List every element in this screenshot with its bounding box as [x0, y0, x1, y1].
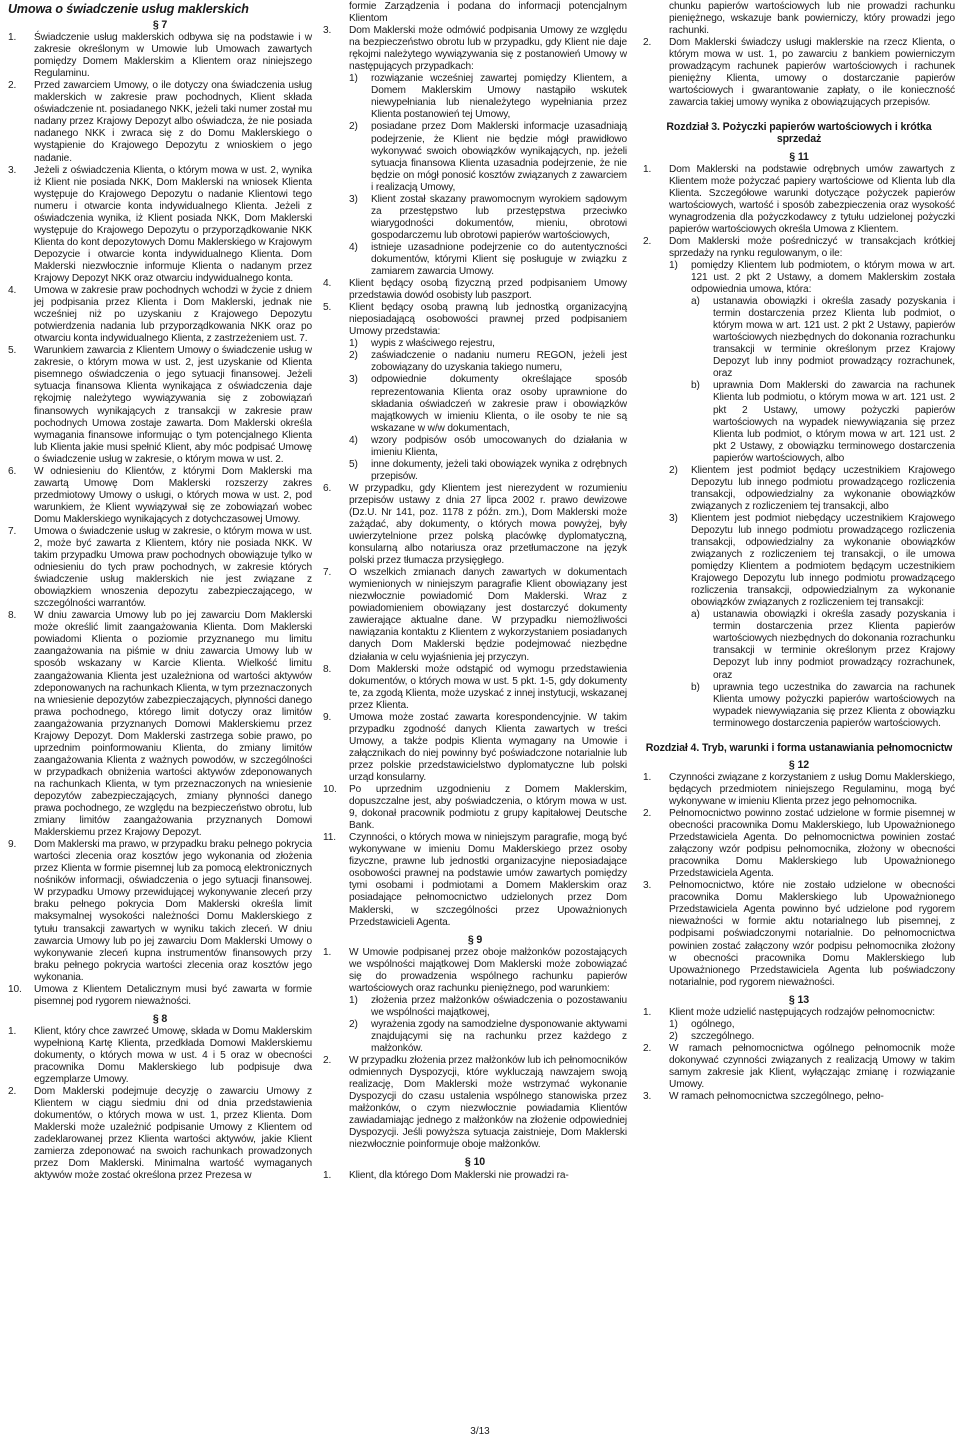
item-text: wyrażenia zgody na samodzielne dysponowanie aktywami znajdującymi się na rachunku przez każdego z małżonków.	[371, 1018, 627, 1055]
item-text: pomiędzy Klientem lub podmiotem, o którym mowa w art. 121 ust. 2 pkt 2 Ustawy, a domem Maklerskim została odpowiednia umowa, która:	[691, 259, 955, 296]
item-number: 2)	[349, 121, 358, 133]
list-item	[323, 194, 627, 242]
item-text: ustanawia obowiązki i określa zasady pozyskania i termin dostarczenia przez Klienta lub podmiot, o którym mowa w art. 121 ust. 2 pkt 2 Ustawy, papierów wartościowych niezbędnych do dokonania rozrachunku transakcji w terminie określonym przez Krajowy Depozyt lub inny podmiot prowadzący rozrachunek, oraz	[713, 296, 955, 380]
item-text: uprawnia Dom Maklerski do zawarcia na rachunek Klienta lub podmiotu, o którym mowa w art. 121 ust. 2 pkt 2 Ustawy, umowy pożyczki papierów wartościowych na wypadek niewywiązania się przez Klienta lub podmiot, o którym mowa w art. 121 ust. 2 pkt 2 Ustawy, z obowiązku terminowego dostarczenia papierów wartościowych, albo	[713, 380, 955, 464]
item-text: ogólnego,	[691, 1018, 735, 1030]
item-text: W odniesieniu do Klientów, z którymi Dom Maklerski ma zawartą Umowę Dom Maklerski rozszerzy zakres przedmiotowy Umowy o usługi, o których mowa w ust. 2, pod warunkiem, że Klient wywiązywał się ze zobowiązań wobec Domu Maklerskiego wynikających z dotychczasowej Umowy.	[34, 465, 312, 525]
paragraph	[8, 165, 312, 285]
item-number: 2.	[643, 37, 652, 49]
item-number: 2)	[669, 1030, 678, 1042]
paragraph	[8, 32, 312, 80]
item-number: 1)	[349, 73, 358, 85]
paragraph	[323, 784, 627, 832]
item-text: W Umowie podpisanej przez oboje małżonków pozostających we wspólności majątkowej Dom Maklerski może zobowiązać się do prowadzenia wspólnego rachunku papierów wartościowych oraz rachunku pieniężnego, pod warunkiem:	[349, 946, 627, 994]
item-number: 3.	[643, 1091, 652, 1103]
list-item	[323, 242, 627, 278]
paragraph	[323, 947, 627, 995]
item-text: W przypadku złożenia przez małżonków lub ich pełnomocników odmiennych Dyspozycji, które wykluczają nawzajem swoją realizację, Dom Maklerski może wstrzymać wykonanie Dyspozycji do czasu ustalenia wspólnego stanowiska przez małżonków, o czym niezwłocznie powiadamia Klientów zawiadamiając jednego z małżonków na złożenie odpowiedniej Dyspozycji. Jeśli powyższa sytuacja zaistnieje, Dom Maklerski niezwłocznie poinformuje oboje małżonków.	[349, 1055, 627, 1151]
item-number: 4.	[323, 278, 332, 290]
item-number: 2.	[8, 1086, 17, 1098]
item-text: Umowa z Klientem Detalicznym musi być zawarta w formie pisemnej pod rygorem nieważności.	[34, 983, 312, 1007]
column-middle	[323, 1, 627, 1182]
item-text: zaświadczenie o nadaniu numeru REGON, jeżeli jest zobowiązany do uzyskania takiego numeru,	[371, 350, 627, 374]
paragraph	[8, 80, 312, 164]
item-text: Dom Maklerski świadczy usługi maklerskie na rzecz Klienta, o którym mowa w ust. 1, po zawarciu z bankiem powierniczym prowadzącym rachunek papierów wartościowych i rachunek pieniężny Klienta, umowy o dostarczanie papierów wartościowych i gwarantowanie zapłaty, o ile konieczność zawarcia takiej umowy wynika z obowiązujących przepisów.	[669, 37, 955, 109]
column-left	[8, 14, 312, 1183]
item-number: 4)	[349, 241, 358, 253]
item-text: wzory podpisów osób umocowanych do działania w imieniu Klienta,	[371, 434, 627, 458]
item-number: a)	[691, 609, 700, 621]
item-number: a)	[691, 296, 700, 308]
item-number: 2.	[8, 80, 17, 92]
item-text: Klientem jest podmiot niebędący uczestnikiem Krajowego Depozytu lub innego podmiotu prowadzącego rozliczenia transakcji, odpowiedzialny za wykonanie obowiązków związanych z rozliczeniem tej transakcji, o ile umowa pomiędzy Klientem a podmiotem będącym uczestnikiem Krajowego Depozytu lub innego podmiotu prowadzącego rozliczenia transakcji, odpowiedzialnym za wykonanie obowiązków związanych z rozliczeniem tej transakcji:	[691, 512, 955, 609]
list-item	[323, 459, 627, 483]
item-text: Warunkiem zawarcia z Klientem Umowy o świadczenie usług w zakresie, o którym mowa w ust. 2, jest uzyskanie od Klienta pisemnego oświadczenia o jego sytuacji finansowej. Jeżeli sytuacja finansowa Klienta wynikająca z oświadczenia daje rękojmię należytego wywiązywania się z zobowiązań finansowych wynikających z transakcji w zakresie praw pochodnych Umowa zostaje zawarta. Dom Maklerski określa wymagania finansowe informując o tym potencjalnego Klienta lub Klienta jakie musi spełnić Klient, aby móc podpisać Umowę o świadczenie usług w zakresie, o którym mowa w ust. 2.	[34, 345, 312, 465]
section-heading: § 12	[788, 758, 810, 771]
item-text: wypis z właściwego rejestru,	[371, 338, 495, 350]
paragraph	[643, 772, 955, 808]
item-number: 1)	[669, 1018, 678, 1030]
paragraph	[323, 1170, 627, 1182]
list-item	[643, 513, 955, 609]
list-item	[643, 1031, 955, 1043]
item-number: 1)	[349, 338, 358, 350]
item-number: 7.	[323, 567, 332, 579]
item-text: uprawnia tego uczestnika do zawarcia na rachunek Klienta umowy pożyczki papierów wartościowych na wypadek niewywiązania się przez Klienta z obowiązku terminowego dostarczenia papierów wartościowych.	[713, 681, 955, 729]
item-text: Pełnomocnictwo, które nie zostało udzielone w obecności pracownika Domu Maklerskiego lub Upoważnionego Przedstawiciela Agenta powinno być udzielone pod rygorem nieważności w formie aktu notarialnego lub pisemnej, z podpisami poświadczonymi notarialnie. Do pełnomocnictwa powinien zostać załączony wzór podpisu pełnomocnika złożony w obecności pracownika Domu Maklerskiego lub Upoważnionego Przedstawiciela Agenta lub poświadczony notarialnie, pod rygorem nieważności.	[669, 880, 955, 988]
list-item	[643, 260, 955, 296]
item-number: 3)	[349, 193, 358, 205]
item-text: Dom Maklerski ma prawo, w przypadku braku pełnego pokrycia wartości zlecenia oraz kosztów jego wykonania od złożenia przez Klienta w formie pisemnej lub za pomocą elektronicznych nośników informacji, oświadczenia o jego sytuacji finansowej. W przypadku Umowy przewidującej wykonywanie zleceń przy braku pełnego pokrycia Dom Maklerski określa limit maksymalnej wysokości należności Domu Maklerskiego z tytułu transakcji zawartych w wyniku takich zleceń. W dniu zawarcia Umowy lub po jej zawarciu Dom Maklerski Umowy o wykonywanie zleceń kupna instrumentów finansowych przy braku pełnego pokrycia wartości zlecenia oraz kosztów jego wykonania.	[34, 839, 312, 983]
item-number: 3)	[349, 374, 358, 386]
item-number: 4)	[349, 434, 358, 446]
section-heading: § 7	[152, 19, 168, 31]
list-item	[323, 73, 627, 121]
item-text: Dom Maklerski podejmuje decyzję o zawarciu Umowy z Klientem w ciągu siedmiu dni od dnia przedstawienia dokumentów, o których mowa w ust. 1, przez Klienta. Dom Maklerski może uzależnić podpisanie Umowy z Klientem od zadeklarowanej przez Klienta wartości aktywów, jakie Klient zamierza zdeponować na swoich rachunkach prowadzonych przez Dom Maklerski. Minimalna wartość wymaganych aktywów może zostać określona przez Prezesa w	[34, 1086, 312, 1182]
item-number: 1)	[349, 994, 358, 1006]
paragraph	[643, 236, 955, 260]
paragraph	[323, 278, 627, 302]
item-number: 5.	[8, 345, 17, 357]
section-heading: § 13	[788, 993, 810, 1006]
item-number: 2.	[643, 1042, 652, 1054]
item-text: Dom Maklerski może odmówić podpisania Umowy ze względu na bezpieczeństwo obrotu lub w przypadku, gdy Klient nie daje rękojmi należytego wywiązywania się z postanowień Umowy w następujących przypadkach:	[349, 25, 627, 73]
item-text: szczególnego.	[691, 1030, 755, 1042]
item-text: Klient, który chce zawrzeć Umowę, składa w Domu Maklerskim wypełnioną Kartę Klienta, przedkłada Domowi Maklerskiemu dokumenty, o których mowa w ust. 4 i 5 oraz w obecności pracownika Domu Maklerskiego lub podpisuje dwa egzemplarze Umowy.	[34, 1025, 312, 1086]
item-text: W przypadku, gdy Klientem jest nierezydent w rozumieniu przepisów ustawy z dnia 27 lipca 2002 r. prawo dewizowe (Dz.U. Nr 141, poz. 1178 z późn. zm.), Dom Maklerski może zażądać, aby dokumenty, o których mowa powyżej, były uwierzytelnione przez polską placówkę dyplomatyczną, konsularną albo notariusza oraz przetłumaczone na język polski przez tłumacza przysięgłego.	[349, 482, 627, 567]
item-text: Dom Maklerski na podstawie odrębnych umów zawartych z Klientem może pożyczać papiery wartościowe od Klienta lub dla Klienta. Szczegółowe warunki dotyczące pożyczek papierów wartościowych, wartość i sposób zabezpieczenia oraz wysokość wynagrodzenia dla pożyczkodawcy z tytułu udzielonej pożyczki papierów wartościowych określa Umowa z Klientem.	[669, 163, 955, 235]
paragraph	[643, 1091, 955, 1103]
item-number: 10.	[8, 983, 22, 995]
item-text: odpowiednie dokumenty określające sposób reprezentowania Klienta oraz osoby uprawnione do składania oświadczeń w zakresie praw i obowiązków majątkowych w imieniu Klienta, o ile osoby te nie są wskazane w w/w dokumentach,	[371, 374, 627, 434]
paragraph	[643, 880, 955, 988]
page-number: 3/13	[470, 1426, 490, 1437]
paragraph	[8, 526, 312, 610]
item-number: 2)	[349, 350, 358, 362]
item-number: 3.	[643, 880, 652, 892]
list-item	[323, 1019, 627, 1055]
item-text: Po uprzednim uzgodnieniu z Domem Maklerskim, dopuszczalne jest, aby poświadczenia, o którym mowa w ust. 9, dokonał pracownik podmiotu z grupy kapitałowej Deutsche Bank.	[349, 784, 627, 832]
item-number: 2.	[643, 235, 652, 247]
item-text: ustanawia obowiązki i określa zasady pozyskania i termin dostarczenia przez Klienta papierów wartościowych niezbędnych do dokonania rozrachunku transakcji w terminie określonym przez Krajowy Depozyt lub inny podmiot prowadzący rozrachunek, oraz	[713, 609, 955, 681]
list-item	[323, 338, 627, 350]
item-number: 5.	[323, 302, 332, 314]
paragraph-continuation: chunku papierów wartościowych lub nie prowadzi rachunku pieniężnego, wskazuje bank powierniczy, który prowadzi jego rachunki.	[669, 1, 955, 37]
item-number: 1.	[643, 771, 652, 783]
section-heading: § 9	[467, 933, 483, 946]
paragraph	[323, 567, 627, 663]
list-item	[643, 380, 955, 464]
item-number: 9.	[8, 839, 17, 851]
item-text: Klient będący osobą prawną lub jednostką organizacyjną nieposiadającą osobowości prawnej przed podpisaniem Umowy przedstawia:	[349, 302, 627, 338]
item-number: 3.	[323, 25, 332, 37]
item-number: 1.	[8, 1025, 17, 1037]
list-item	[323, 350, 627, 374]
paragraph	[323, 483, 627, 567]
item-text: Czynności, o których mowa w niniejszym paragrafie, mogą być wykonywane w imieniu Domu Maklerskiego przez osoby fizyczne, prawne lub jednostki organizacyjne nieposiadające osobowości prawnej na podstawie umów zawartych pomiędzy tymi osobami i podmiotami a Domem Maklerskim oraz posiadające pełnomocnictwo udzielonych przez Dom Maklerski, w szczególności przez Upoważnionych Przedstawicieli Agenta.	[349, 832, 627, 928]
item-text: Klient może udzielić następujących rodzajów pełnomocnictw:	[669, 1006, 935, 1018]
item-number: 8.	[8, 610, 17, 622]
item-text: posiadane przez Dom Maklerski informacje uzasadniają podejrzenie, że Klient nie będzie mógł prawidłowo wykonywać swoich obowiązków wynikających, np. jeżeli sytuacja finansowa Klienta uzasadnia podejrzenie, że nie będzie on mógł ponosić kosztów związanych z zawarciem i realizacją Umowy,	[371, 121, 627, 193]
paragraph	[8, 839, 312, 984]
item-number: 1.	[8, 32, 17, 44]
list-item	[323, 374, 627, 434]
paragraph-continuation: formie Zarządzenia i podana do informacji potencjalnym Klientom	[349, 1, 627, 25]
item-number: 2)	[349, 1018, 358, 1030]
item-number: 6.	[323, 482, 332, 494]
item-number: 3.	[8, 164, 17, 176]
item-number: 4.	[8, 285, 17, 297]
item-text: Klientem jest podmiot będący uczestnikiem Krajowego Depozytu lub innego podmiotu prowadzącego rozliczenia transakcji, odpowiedzialny za wykonanie obowiązków związanych z rozliczeniem tej transakcji, albo	[691, 464, 955, 512]
list-item	[643, 465, 955, 513]
item-number: 3)	[669, 512, 678, 524]
paragraph	[643, 37, 955, 109]
item-number: 7.	[8, 525, 17, 537]
item-number: 1.	[323, 1169, 332, 1181]
item-number: b)	[691, 380, 700, 392]
item-text: Klient będący osobą fizyczną przed podpisaniem Umowy przedstawia dowód osobisty lub paszport.	[349, 278, 627, 302]
item-number: 1)	[669, 259, 678, 271]
paragraph	[323, 1055, 627, 1151]
item-text: Jeżeli z oświadczenia Klienta, o którym mowa w ust. 2, wynika iż Klient nie posiada NKK, Dom Maklerski na wniosek Klienta występuje do Krajowego Depozytu o nadanie Klientowi tego numeru i otwarcie konta indywidualnego Klienta. Jeżeli z oświadczenia wynika, iż Klient posiada NKK, Dom Maklerski występuje do Krajowego Depozytu o przyporządkowanie NKK Klienta do kont depozytowych Domu Maklerskiego w Krajowym Depozycie i otwarcie konta indywidualnego Klienta. Dom Maklerski niezwłocznie informuje Klienta o nadanym przez Krajowy Depozyt NKK oraz otwarciu indywidualnego konta.	[34, 164, 312, 284]
item-text: Klient, dla którego Dom Maklerski nie prowadzi ra-	[349, 1169, 569, 1181]
paragraph	[8, 610, 312, 839]
paragraph	[323, 664, 627, 712]
item-number: 10.	[323, 784, 337, 796]
list-item	[323, 435, 627, 459]
paragraph	[643, 164, 955, 236]
chapter-heading: Rozdział 4. Tryb, warunki i forma ustanawiania pełnomocnictw	[645, 741, 953, 754]
paragraph	[643, 1007, 955, 1019]
item-text: istnieje uzasadnione podejrzenie co do autentyczności dokumentów, którymi Klient się posługuje w związku z zamiarem zawarcia Umowy.	[371, 241, 627, 278]
paragraph	[8, 345, 312, 465]
list-item	[323, 121, 627, 193]
section-heading: § 11	[789, 150, 809, 163]
list-item	[643, 1019, 955, 1031]
paragraph	[323, 712, 627, 784]
item-text: Dom Maklerski może pośredniczyć w transakcjach krótkiej sprzedaży na rynku regulowanym, o ile:	[669, 235, 955, 259]
paragraph	[8, 285, 312, 345]
list-item	[643, 682, 955, 730]
section-heading: § 8	[152, 1012, 168, 1025]
document-header: Umowa o świadczenie usług maklerskich	[8, 2, 249, 16]
item-number: 5)	[349, 458, 358, 470]
item-text: Czynności związane z korzystaniem z usług Domu Maklerskiego, będących przedmiotem niniejszego Regulaminu, mogą być wykonywane w imieniu Klienta przez jego pełnomocnika.	[669, 771, 955, 807]
item-number: 2)	[669, 464, 678, 476]
item-number: 1.	[643, 1006, 652, 1018]
paragraph	[323, 302, 627, 338]
item-text: Dom Maklerski może odstąpić od wymogu przedstawienia dokumentów, o których mowa w ust. 5 pkt. 1-5, gdy dokumenty te, za zgodą Klienta, może uzyskać z innej instytucji, wskazanej przez Klienta.	[349, 663, 627, 711]
item-number: b)	[691, 681, 700, 693]
item-number: 6.	[8, 465, 17, 477]
list-item	[643, 609, 955, 681]
list-item	[323, 995, 627, 1019]
item-number: 9.	[323, 711, 332, 723]
item-text: O wszelkich zmianach danych zawartych w dokumentach wymienionych w niniejszym paragrafie Klient obowiązany jest niezwłocznie powiadomić Dom Maklerski. Wraz z powiadomieniem obowiązany jest dostarczyć dokumenty zawierające aktualne dane. W przypadku niemożliwości nawiązania kontaktu z Klientem z wykorzystaniem posiadanych danych Dom Maklerski będzie podejmować niezbędne działania w celu wyjaśnienia jej przyczyn.	[349, 567, 627, 663]
list-item	[643, 296, 955, 380]
item-number: 8.	[323, 663, 332, 675]
paragraph	[8, 984, 312, 1008]
item-number: 2.	[643, 808, 652, 819]
item-text: W ramach pełnomocnictwa szczególnego, pełno-	[669, 1091, 884, 1103]
column-right	[643, 1, 955, 1103]
paragraph	[323, 25, 627, 73]
item-text: rozwiązanie wcześniej zawartej pomiędzy Klientem, a Domem Maklerskim Umowy nastąpiło wskutek niewypełniania lub nienależytego wypełniania przez Klienta postanowień tej Umowy,	[371, 73, 627, 121]
paragraph	[643, 1043, 955, 1091]
paragraph	[8, 466, 312, 526]
item-text: Klient został skazany prawomocnym wyrokiem sądowym za przestępstwo lub przestępstwa przeciwko wiarygodności dokumentów, mieniu, obrotowi gospodarczemu lub obrotowi papierów wartościowych,	[371, 193, 627, 241]
item-text: Przed zawarciem Umowy, o ile dotyczy ona świadczenia usług maklerskich w zakresie praw pochodnych, Klient składa oświadczenie nt. posiadanego NKK, jeżeli taki numer został mu nadany przez Krajowy Depozyt albo oświadcza, że nie posiada nadanego NKK i zwraca się z do Domu Maklerskiego o wystąpienie do Krajowego Depozytu z wnioskiem o jego nadanie.	[34, 80, 312, 164]
paragraph	[323, 832, 627, 928]
item-text: W ramach pełnomocnictwa ogólnego pełnomocnik może dokonywać czynności związanych z realizacją Umowy w takim samym zakresie jak Klient, wyłączając zmianę i rozwiązanie Umowy.	[669, 1042, 955, 1091]
item-text: Pełnomocnictwo powinno zostać udzielone w formie pisemnej w obecności pracownika Domu Maklerskiego, lub Upoważnionego Przedstawiciela Agenta. Do pełnomocnictwa powinien zostać załączony wzór podpisu pełnomocnika, złożony w obecności pracownika Domu Maklerskiego lub Upoważnionego Przedstawiciela Agenta.	[669, 808, 955, 880]
item-text: inne dokumenty, jeżeli taki obowiązek wynika z odrębnych przepisów.	[371, 458, 627, 482]
section-heading: § 10	[464, 1156, 486, 1169]
item-number: 11.	[323, 832, 336, 844]
item-number: 1.	[323, 946, 332, 958]
item-text: Umowa może zostać zawarta korespondencyjnie. W takim przypadku zgodność danych Klienta zawartych w treści Umowy, a także podpis Klienta wymagany na Umowie i załącznikach do niej powinny być poświadczone notarialnie lub przez polskie przedstawicielstwo dyplomatyczne lub polski urząd konsularny.	[349, 711, 627, 783]
paragraph	[8, 1086, 312, 1182]
paragraph	[643, 808, 955, 880]
item-number: 2.	[323, 1055, 332, 1067]
item-number: 1.	[643, 163, 652, 175]
item-text: Świadczenie usług maklerskich odbywa się na podstawie i w zakresie określonym w Umowie lub Umowach zawartych pomiędzy Domem Maklerskim a Klientem oraz niniejszego Regulaminu.	[34, 32, 312, 80]
paragraph	[8, 1026, 312, 1086]
item-text: Umowa o świadczenie usług w zakresie, o którym mowa w ust. 2, może być zawarta z Klientem, który nie posiada NKK. W takim przypadku Umowa praw pochodnych obowiązuje tylko w odniesieniu do tych praw pochodnych, w zakresie których świadczenie usług maklerskich nie jest związane z obowiązkiem wnoszenia depozytu zabezpieczającego, w szczególności warrantów.	[34, 525, 312, 610]
chapter-heading: Rozdział 3. Pożyczki papierów wartościowych i krótka sprzedaż	[666, 121, 932, 146]
item-text: Umowa w zakresie praw pochodnych wchodzi w życie z dniem jej podpisania przez Klienta i Dom Maklerski, jednak nie wcześniej niż po uzyskaniu z Krajowego Depozytu potwierdzenia nadania lub przyporządkowania NKK oraz po otwarciu konta indywidualnego Klienta, z zastrzeżeniem ust. 7.	[34, 285, 312, 345]
item-text: W dniu zawarcia Umowy lub po jej zawarciu Dom Maklerski może określić limit zaangażowania Klienta. Dom Maklerski powiadomi Klienta o poziomie przyznanego mu limitu zaangażowania na piśmie w dniu zawarcia Umowy lub w sposób wskazany w Karcie Klienta. Wielkość limitu zaangażowania Klienta jest uzależniona od wartości aktywów zdeponowanych na rachunkach Klienta, w tym przeznaczonych na wniesienie depozytów zabezpieczających, płynności danego prawa pochodnego, którego limit dotyczy oraz limitów zaangażowania przyznanych Domowi Maklerskiemu przez Krajowy Depozyt. Dom Maklerski zastrzega sobie prawo, po uprzednim poinformowaniu Klienta, do zmiany limitów zaangażowania Klienta z ważnych powodów, w szczególności w przypadkach obniżenia wartości aktywów zdeponowanych na rachunkach Klienta, w tym przeznaczonych na wniesienie depozytów zabezpieczających, zmiany płynności danego prawa pochodnego, ze względu na bezpieczeństwo obrotu, lub zmiany limitów zaangażowania przyznanych Domowi Maklerskiemu przez Krajowy Depozyt.	[34, 610, 312, 839]
item-text: złożenia przez małżonków oświadczenia o pozostawaniu we wspólności majątkowej,	[371, 994, 627, 1018]
